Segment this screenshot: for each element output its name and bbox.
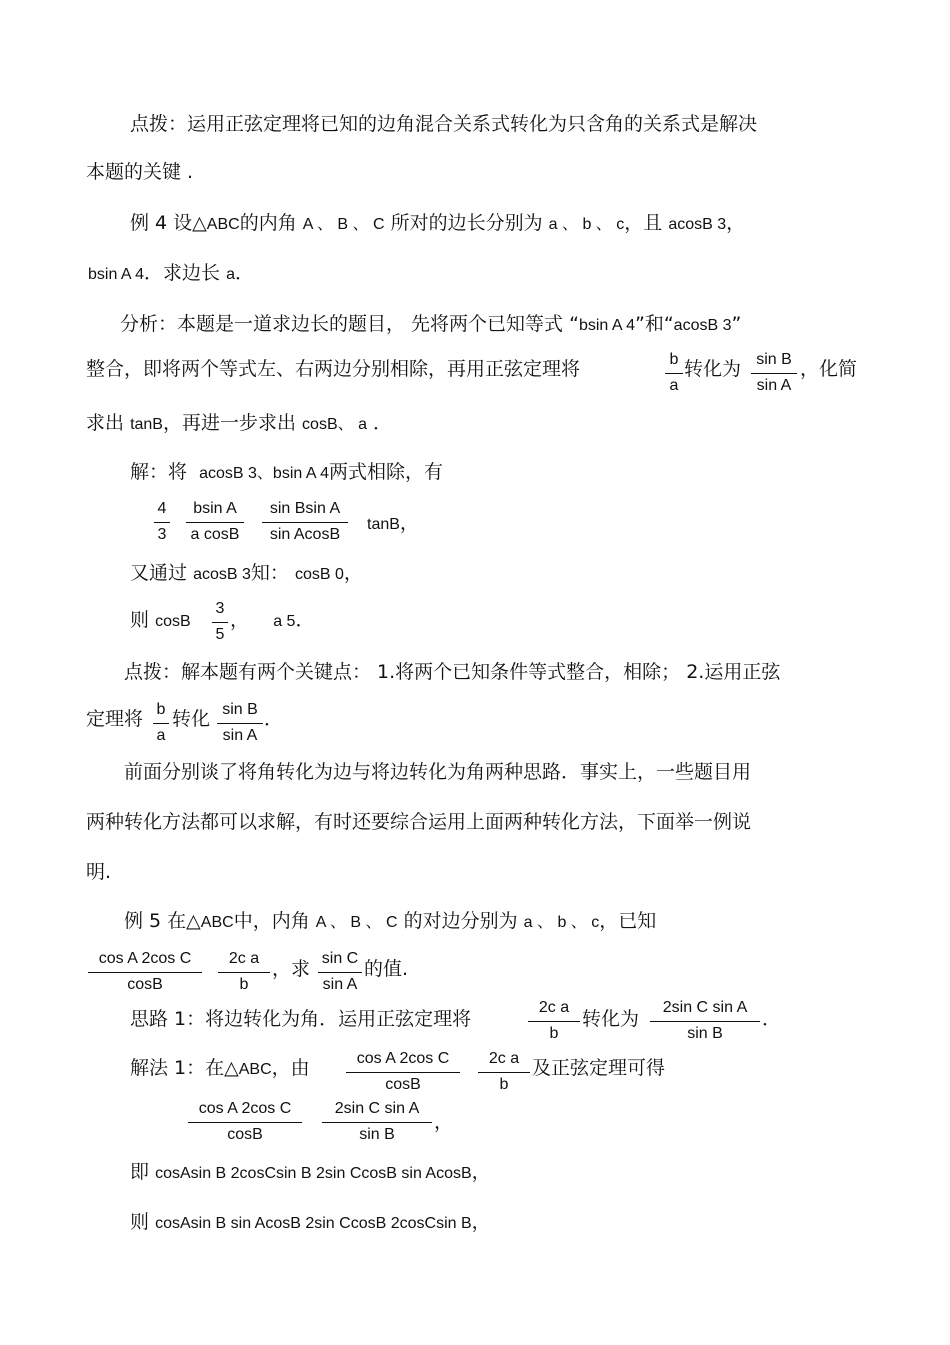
fraction-2sinC-sinA-over-sinB: 2sin C sin A sin B [650, 999, 760, 1045]
fraction-bar [322, 1122, 432, 1123]
fraction-bsinA-over-acosB: bsin A a cosB [186, 500, 244, 546]
example-5-line-1: 例 5 在△ABC中，内角 A 、 B 、 C 的对边分别为 a 、 b 、 c，已知 [124, 910, 657, 932]
tip2-line-2a: 定理将 [86, 708, 144, 730]
analysis-line-2c: ，化简 [800, 358, 858, 380]
example-label: 例 4 设△ [130, 212, 207, 234]
solution-line-4b: ， a 5． [230, 609, 315, 631]
fraction-bar [751, 373, 797, 374]
example-5-line-2b: 的值. [364, 958, 409, 980]
solution-line-1: 解：将 acosB 3、bsin A 4两式相除，有 [130, 461, 443, 483]
solution-line-4a: 则 cosB [130, 609, 191, 631]
fraction-bar [318, 972, 362, 973]
fraction-2c-a-over-b: 2c a b [218, 950, 270, 996]
example-5-line-2a: ，求 [272, 958, 311, 980]
fraction-4-over-3: 4 3 [154, 500, 170, 546]
example-4-line-2: bsin A 4．求边长 a． [88, 262, 255, 284]
method-1-line-4: 则 cosAsin B sin AcosB 2sin CcosB 2cosCsin B， [130, 1211, 491, 1233]
fraction-2sinC-sinA-over-sinB-2: 2sin C sin A sin B [322, 1100, 432, 1146]
analysis-line-3: 求出 tanB，再进一步求出 cosB、 a ． [86, 412, 393, 434]
method-1-line-1a: 解法 1：在△ABC，由 [130, 1057, 310, 1079]
solution-line-3: 又通过 acosB 3知： cosB 0， [130, 562, 363, 584]
approach-1-line-c: ． [762, 1008, 782, 1030]
fraction-cosA-2cosC-over-cosB: cos A 2cos C cosB [88, 950, 202, 996]
fraction-bar [650, 1021, 760, 1022]
method-1-line-2: ， [434, 1111, 454, 1133]
fraction-bar [528, 1021, 580, 1022]
tip2-line-1: 点拨：解本题有两个关键点： 1.将两个已知条件等式整合，相除； 2.运用正弦 [124, 661, 781, 683]
paragraph-line-2: 两种转化方法都可以求解，有时还要综合运用上面两种转化方法，下面举一例说 [86, 811, 752, 833]
approach-1-line-a: 思路 1：将边转化为角．运用正弦定理将 [130, 1008, 472, 1030]
approach-1-line-b: 转化为 [582, 1008, 640, 1030]
fraction-sinB-over-sinA-2: sin B sin A [217, 701, 263, 747]
fraction-b-over-a: b a [665, 351, 683, 397]
fraction-cosA-2cosC-over-cosB-3: cos A 2cos C cosB [188, 1100, 302, 1146]
example-label: 例 5 在△ [124, 910, 201, 932]
fraction-bar [478, 1072, 530, 1073]
analysis-line-1: 分析：本题是一道求边长的题目， 先将两个已知等式 “bsin A 4”和“acosB 3” [120, 313, 742, 335]
paragraph-line-1: 前面分别谈了将角转化为边与将边转化为角两种思路．事实上，一些题目用 [124, 761, 752, 783]
fraction-bar [665, 373, 683, 374]
tip-line-2: 本题的关键 . [86, 161, 194, 183]
fraction-bar [88, 972, 202, 973]
method-1-line-3: 即 cosAsin B 2cosCsin B 2sin CcosB sin AcosB， [130, 1161, 491, 1183]
fraction-bar [186, 522, 244, 523]
fraction-sinBsinA-over-sinAcosB: sin Bsin A sin AcosB [262, 500, 348, 546]
analysis-line-2a: 整合，即将两个等式左、右两边分别相除，再用正弦定理将 [86, 358, 581, 380]
fraction-b-over-a-2: b a [153, 701, 169, 747]
fraction-3-over-5: 3 5 [212, 600, 228, 646]
fraction-bar [154, 522, 170, 523]
tip2-line-2b: 转化 [172, 708, 211, 730]
fraction-sinB-over-sinA: sin B sin A [751, 351, 797, 397]
fraction-cosA-2cosC-over-cosB-2: cos A 2cos C cosB [346, 1050, 460, 1096]
fraction-bar [217, 723, 263, 724]
fraction-2c-a-over-b-3: 2c a b [478, 1050, 530, 1096]
example-4-line-1: 例 4 设△ABC的内角 A 、 B 、 C 所对的边长分别为 a 、 b 、 c，且 acosB 3， [130, 212, 746, 234]
fraction-sinC-over-sinA: sin C sin A [318, 950, 362, 996]
paragraph-line-3: 明. [86, 861, 112, 883]
tip-line-1: 点拨：运用正弦定理将已知的边角混合关系式转化为只含角的关系式是解决 [130, 113, 758, 135]
tip2-line-2c: ． [264, 708, 284, 730]
solution-line-2: tanB， [367, 512, 419, 534]
analysis-line-2b: 转化为 [684, 358, 742, 380]
fraction-bar [188, 1122, 302, 1123]
fraction-2c-a-over-b-2: 2c a b [528, 999, 580, 1045]
fraction-bar [218, 972, 270, 973]
fraction-bar [262, 522, 348, 523]
fraction-bar [212, 622, 228, 623]
fraction-bar [153, 723, 169, 724]
method-1-line-1b: 及正弦定理可得 [532, 1057, 666, 1079]
fraction-bar [346, 1072, 460, 1073]
